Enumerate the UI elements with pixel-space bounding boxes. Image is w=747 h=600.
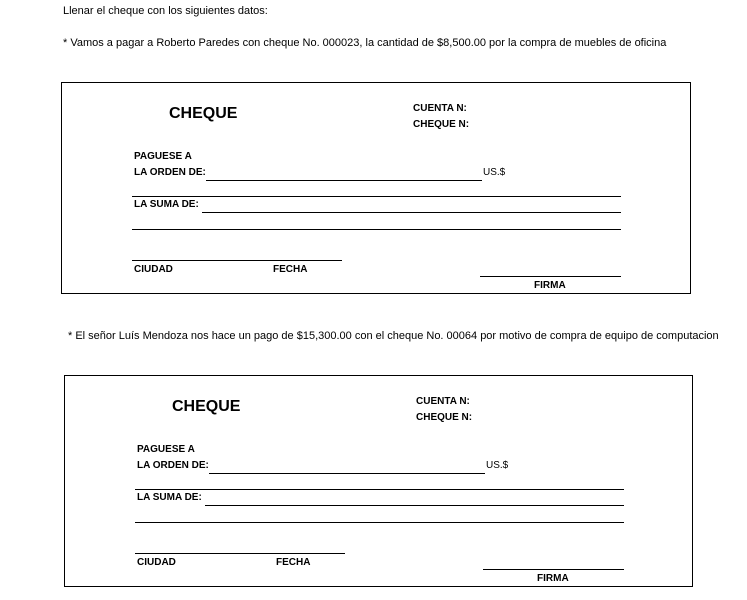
city-date-line[interactable] — [132, 260, 342, 261]
currency-label: US.$ — [486, 460, 509, 471]
cheque-title: CHEQUE — [169, 105, 238, 122]
instructions-heading: Llenar el cheque con los siguientes datos: — [63, 5, 268, 17]
signature-line[interactable] — [480, 276, 621, 277]
firma-label: FIRMA — [537, 573, 569, 584]
payee-line[interactable] — [206, 180, 482, 181]
fecha-label: FECHA — [276, 557, 311, 568]
amount-line[interactable] — [205, 505, 624, 506]
currency-label: US.$ — [483, 167, 506, 178]
paguese-label: PAGUESE A — [134, 151, 192, 162]
amount-line[interactable] — [202, 212, 621, 213]
amount-line-lower[interactable] — [132, 229, 621, 230]
suma-label: LA SUMA DE: — [134, 199, 199, 210]
payee-line[interactable] — [209, 473, 485, 474]
cheque-number-label: CHEQUE N: — [413, 119, 470, 130]
suma-label: LA SUMA DE: — [137, 492, 202, 503]
ciudad-label: CIUDAD — [134, 264, 173, 275]
city-date-line[interactable] — [135, 553, 345, 554]
orden-label: LA ORDEN DE: — [137, 460, 209, 471]
firma-label: FIRMA — [534, 280, 566, 291]
ciudad-label: CIUDAD — [137, 557, 176, 568]
cheque-title: CHEQUE — [172, 398, 241, 415]
cheque-number-label: CHEQUE N: — [416, 412, 473, 423]
cuenta-label: CUENTA N: — [416, 396, 470, 407]
cheque-form-2 — [64, 375, 693, 587]
instruction-item-2: * El señor Luís Mendoza nos hace un pago de $15,300.00 con el cheque No. 00064 por motivo de compra de equipo de computacion — [68, 330, 719, 342]
cheque-form-1 — [61, 82, 691, 294]
amount-line-upper[interactable] — [135, 489, 624, 490]
paguese-label: PAGUESE A — [137, 444, 195, 455]
amount-line-lower[interactable] — [135, 522, 624, 523]
orden-label: LA ORDEN DE: — [134, 167, 206, 178]
cuenta-label: CUENTA N: — [413, 103, 467, 114]
signature-line[interactable] — [483, 569, 624, 570]
amount-line-upper[interactable] — [132, 196, 621, 197]
fecha-label: FECHA — [273, 264, 308, 275]
instruction-item-1: * Vamos a pagar a Roberto Paredes con cheque No. 000023, la cantidad de $8,500.00 por la compra de muebles de oficina — [63, 37, 667, 49]
